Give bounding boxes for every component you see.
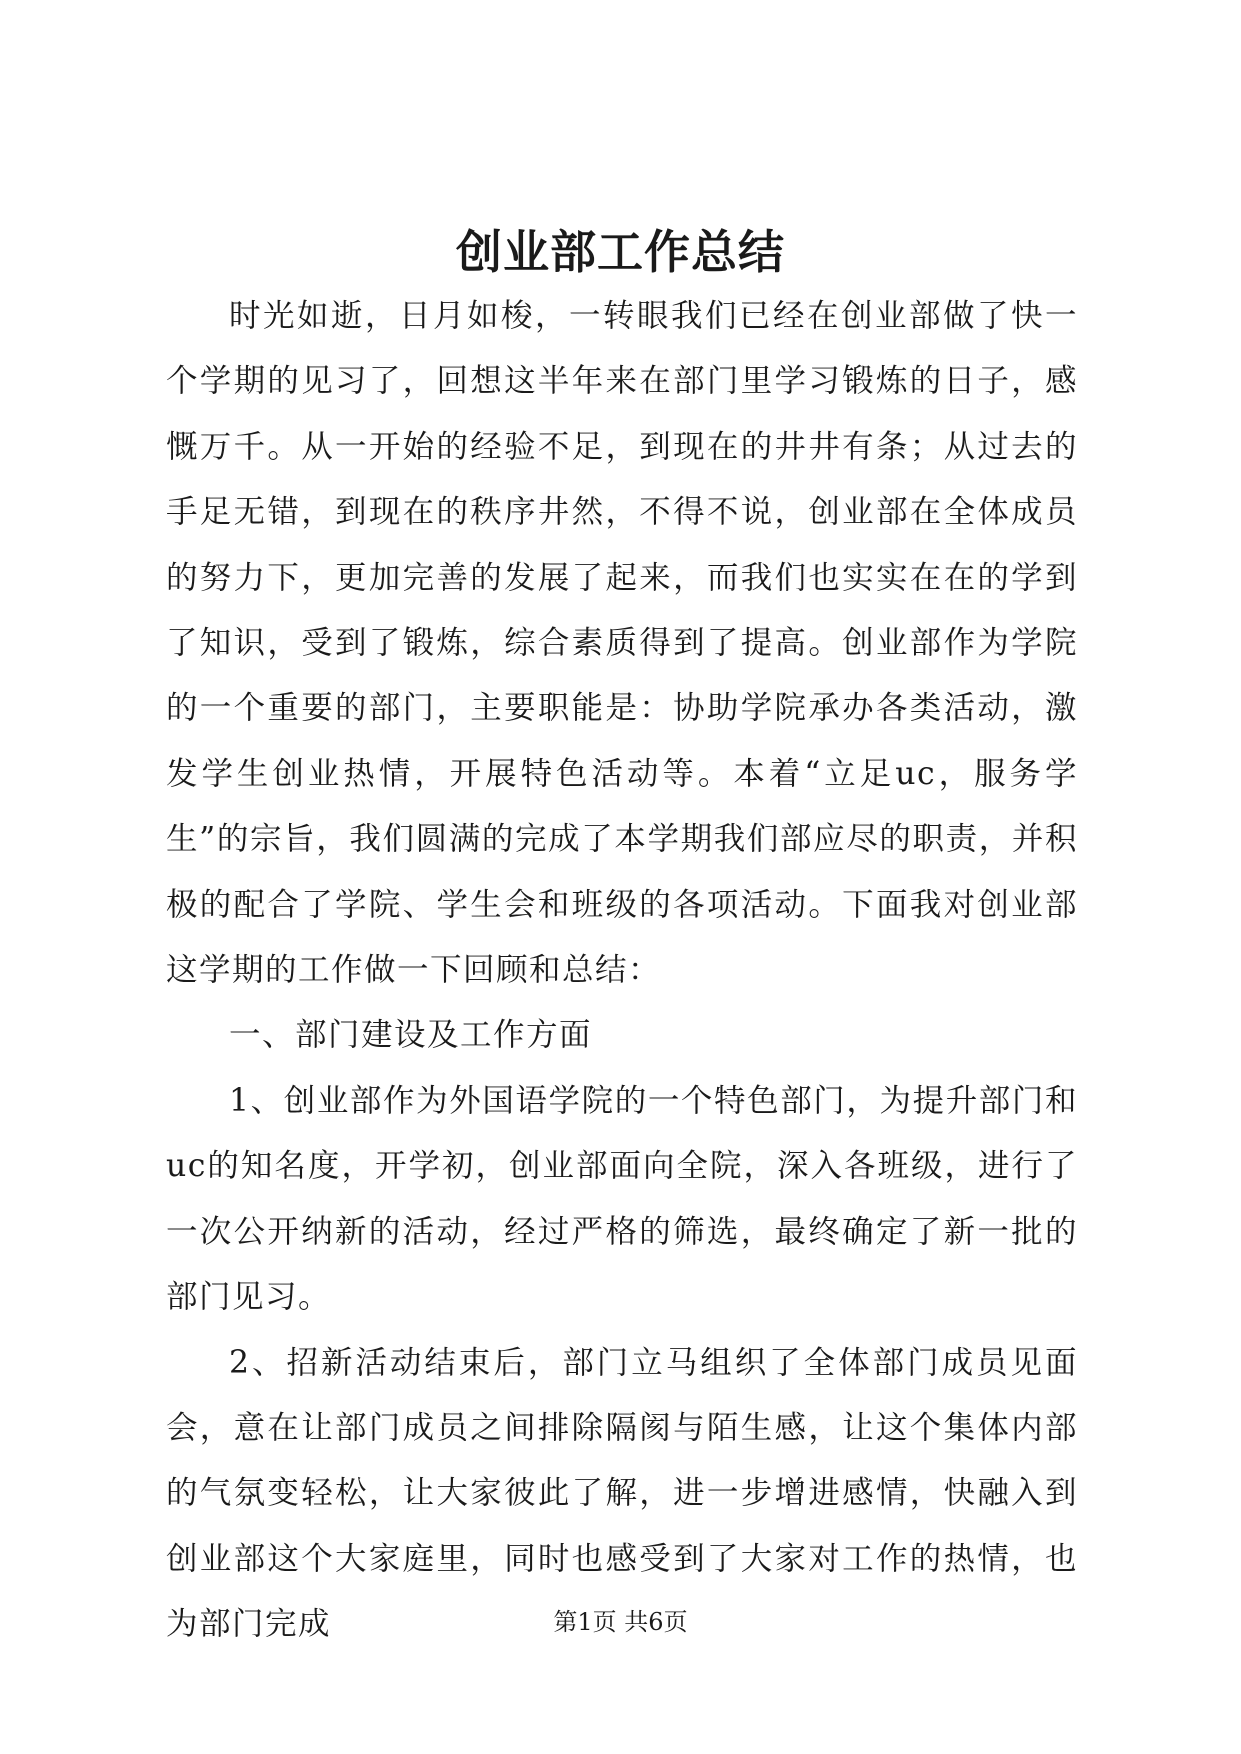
section-heading: 一、部门建设及工作方面 bbox=[229, 1017, 593, 1054]
page-number-footer: 第1页 共6页 bbox=[553, 1608, 688, 1636]
paragraph-item-2: 2、招新活动结束后，部门立马组织了全体部门成员见面会，意在让部门成员之间排除隔阂与陌生感，让这个集体内部的气氛变轻松，让大家彼此了解，进一步增进感情，快融入到创业部这个大家庭里，同时也感受到了大家对工作的热情，也为部门完成 bbox=[166, 1344, 1078, 1643]
document-title: 创业部工作总结 bbox=[456, 225, 785, 279]
document-body bbox=[166, 284, 1078, 1658]
paragraph-item-1: 1、创业部作为外国语学院的一个特色部门，为提升部门和uc的知名度，开学初，创业部面向全院，深入各班级，进行了一次公开纳新的活动，经过严格的筛选，最终确定了新一批的部门见习。 bbox=[166, 1082, 1078, 1316]
paragraph-intro: 时光如逝，日月如梭，一转眼我们已经在创业部做了快一个学期的见习了，回想这半年来在部门里学习锻炼的日子，感慨万千。从一开始的经验不足，到现在的井井有条；从过去的手足无错，到现在的秩序井然，不得不说，创业部在全体成员的努力下，更加完善的发展了起来，而我们也实实在在的学到了知识，受到了锻炼，综合素质得到了提高。创业部作为学院的一个重要的部门，主要职能是：协助学院承办各类活动，激发学生创业热情，开展特色活动等。本着“立足uc，服务学生”的宗旨，我们圆满的完成了本学期我们部应尽的职责，并积极的配合了学院、学生会和班级的各项活动。下面我对创业部这学期的工作做一下回顾和总结： bbox=[166, 298, 1078, 989]
